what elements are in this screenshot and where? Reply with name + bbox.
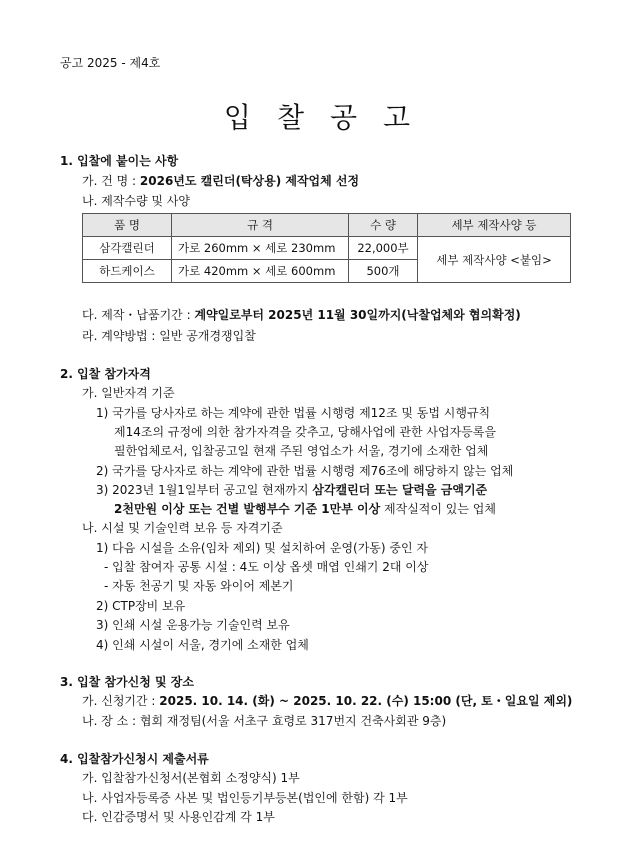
cell-name: 하드케이스 (83, 260, 172, 283)
na1-dash2: - 자동 천공기 및 자동 와이어 제본기 (104, 579, 294, 593)
col-header-detail: 세부 제작사양 등 (418, 214, 571, 237)
section3-heading: 3. 입찰 참가신청 및 장소 (60, 675, 194, 689)
na4: 4) 인쇄 시설이 서울, 경기에 소재한 업체 (96, 638, 309, 652)
ga3-emphasis: 2천만원 이상 또는 건별 발행부수 기준 1만부 이상 (114, 502, 381, 516)
table-header-row (83, 214, 571, 237)
section1-item-ga (82, 173, 359, 189)
cell-name: 삼각캘린더 (83, 237, 172, 260)
ga3-text: 제작실적이 있는 업체 (380, 502, 496, 516)
item-label: 나. 장 소 : (82, 714, 140, 728)
ga2: 2) 국가를 당사자로 하는 계약에 관한 법률 시행령 제76조에 해당하지 않는 업체 (96, 464, 514, 478)
section1-item-ra: 라. 계약방법 : 일반 공개경쟁입찰 (82, 329, 256, 343)
section1-item-na: 나. 제작수량 및 사양 (82, 194, 190, 208)
section1-heading: 1. 입찰에 붙이는 사항 (60, 154, 179, 168)
section4-item-na: 나. 사업자등록증 사본 및 법인등기부등본(법인에 한함) 각 1부 (82, 791, 408, 805)
cell-spec: 가로 420mm × 세로 600mm (172, 260, 349, 283)
item-label: 가. 신청기간 : (82, 694, 160, 708)
ga3-emphasis: 삼각캘린더 또는 달력을 금액기준 (312, 483, 488, 497)
ga1-line1: 1) 국가를 당사자로 하는 계약에 관한 법률 시행령 제12조 및 동법 시행규칙 (96, 406, 491, 420)
item-label: 가. 건 명 : (82, 174, 140, 188)
spec-table (82, 213, 571, 283)
item-label: 다. 제작・납품기간 : (82, 308, 195, 322)
production-period: 계약일로부터 2025년 11월 30일까지(낙찰업체와 협의확정) (194, 308, 521, 322)
ga1-line2: 제14조의 규정에 의한 참가자격을 갖추고, 당해사업에 관한 사업자등록을 (114, 425, 496, 439)
section4-heading: 4. 입찰참가신청시 제출서류 (60, 752, 209, 766)
ga3-line2 (114, 501, 496, 517)
section1-item-da (82, 307, 521, 323)
table-row (83, 237, 571, 260)
col-header-qty: 수 량 (349, 214, 418, 237)
section2-heading: 2. 입찰 참가자격 (60, 367, 151, 381)
ga3-text: 3) 2023년 1월1일부터 공고일 현재까지 (96, 483, 313, 497)
na1-dash1: - 입찰 참여자 공통 시설 : 4도 이상 옵셋 매엽 인쇄기 2대 이상 (104, 560, 429, 574)
section4-item-da: 다. 인감증명서 및 사용인감계 각 1부 (82, 810, 275, 824)
section3-item-ga (82, 693, 572, 709)
na2: 2) CTP장비 보유 (96, 599, 186, 613)
section2-sub-ga: 가. 일반자격 기준 (82, 386, 175, 400)
project-name: 2026년도 캘린더(탁상용) 제작업체 선정 (139, 174, 360, 188)
page-title: 입찰공고 (223, 101, 437, 134)
col-header-name: 품 명 (83, 214, 172, 237)
na1: 1) 다음 시설을 소유(임차 제외) 및 설치하여 운영(가동) 중인 자 (96, 541, 428, 555)
ga3-line1 (96, 482, 487, 498)
col-header-spec: 규 격 (172, 214, 349, 237)
section2-sub-na: 나. 시설 및 기술인력 보유 등 자격기준 (82, 521, 283, 535)
section4-item-ga: 가. 입찰참가신청서(본협회 소정양식) 1부 (82, 771, 300, 785)
notice-number: 공고 2025 - 제4호 (60, 56, 161, 70)
ga1-line3: 필한업체로서, 입찰공고일 현재 주된 영업소가 서울, 경기에 소재한 업체 (114, 444, 489, 458)
cell-qty: 22,000부 (349, 237, 418, 260)
application-period: 2025. 10. 14. (화) ~ 2025. 10. 22. (수) 15:00 (단, 토・일요일 제외) (159, 694, 573, 708)
cell-qty: 500개 (349, 260, 418, 283)
application-place: 협회 재정팀(서울 서초구 효령로 317번지 건축사회관 9층) (139, 714, 447, 728)
section3-item-na (82, 713, 446, 729)
cell-spec: 가로 260mm × 세로 230mm (172, 237, 349, 260)
cell-detail-note: 세부 제작사양 <붙임> (418, 237, 571, 283)
na3: 3) 인쇄 시설 운용가능 기술인력 보유 (96, 618, 290, 632)
